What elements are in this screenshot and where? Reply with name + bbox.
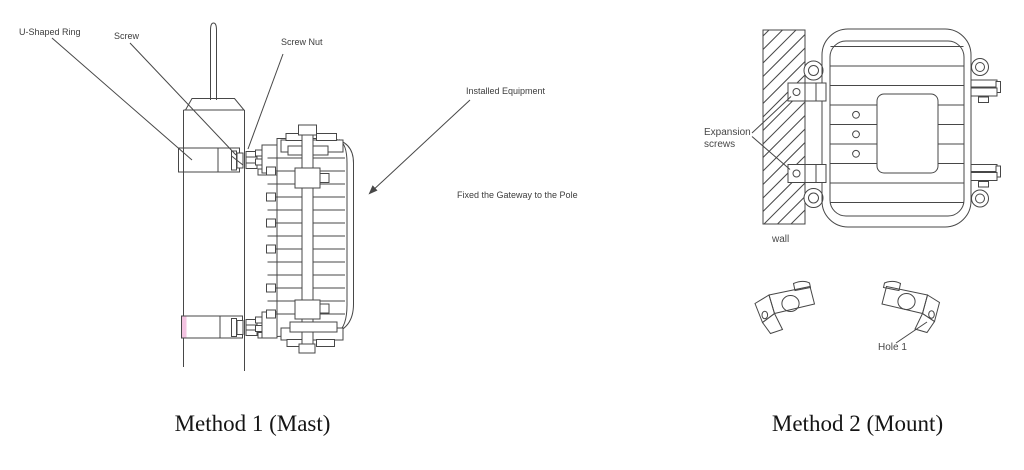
wall-brackets — [788, 83, 826, 183]
wall-hatched — [763, 0, 805, 266]
scan-artifact — [182, 317, 187, 338]
label-installed-equipment: Installed Equipment — [466, 86, 546, 96]
hole1-leader — [896, 322, 927, 343]
caption-method-2-mount: Method 2 (Mount) — [771, 411, 944, 436]
mast-diagram — [52, 23, 470, 371]
mount-diagram — [752, 0, 1001, 343]
iso-bracket-right — [882, 281, 940, 332]
iso-bracket-left — [755, 281, 815, 333]
antenna-icon — [211, 23, 217, 100]
label-wall: wall — [772, 234, 790, 245]
screw-nut-leader — [248, 54, 283, 149]
u-shaped-ring-leader — [52, 38, 192, 160]
installed-equipment-arrow — [369, 100, 471, 195]
u-shaped-ring-top — [179, 148, 240, 172]
caption-method-1-mast: Method 1 (Mast) — [174, 411, 331, 436]
led-hole — [853, 131, 860, 138]
label-fixed-note: Fixed the Gateway to the Pole — [457, 190, 578, 200]
label-screw: Screw — [114, 31, 140, 41]
label-hole-1: Hole 1 — [878, 342, 907, 353]
cable-glands — [971, 80, 1001, 187]
pole-cap — [186, 99, 245, 111]
led-hole — [853, 150, 860, 157]
led-hole — [853, 111, 860, 118]
gateway-front — [822, 29, 971, 227]
label-screw-nut: Screw Nut — [281, 37, 323, 47]
label-plate — [877, 94, 938, 173]
label-u-shaped-ring: U-Shaped Ring — [19, 27, 81, 37]
label-expansion-screws: Expansion screws — [704, 127, 751, 150]
wall-hatch-lines — [763, 0, 805, 266]
